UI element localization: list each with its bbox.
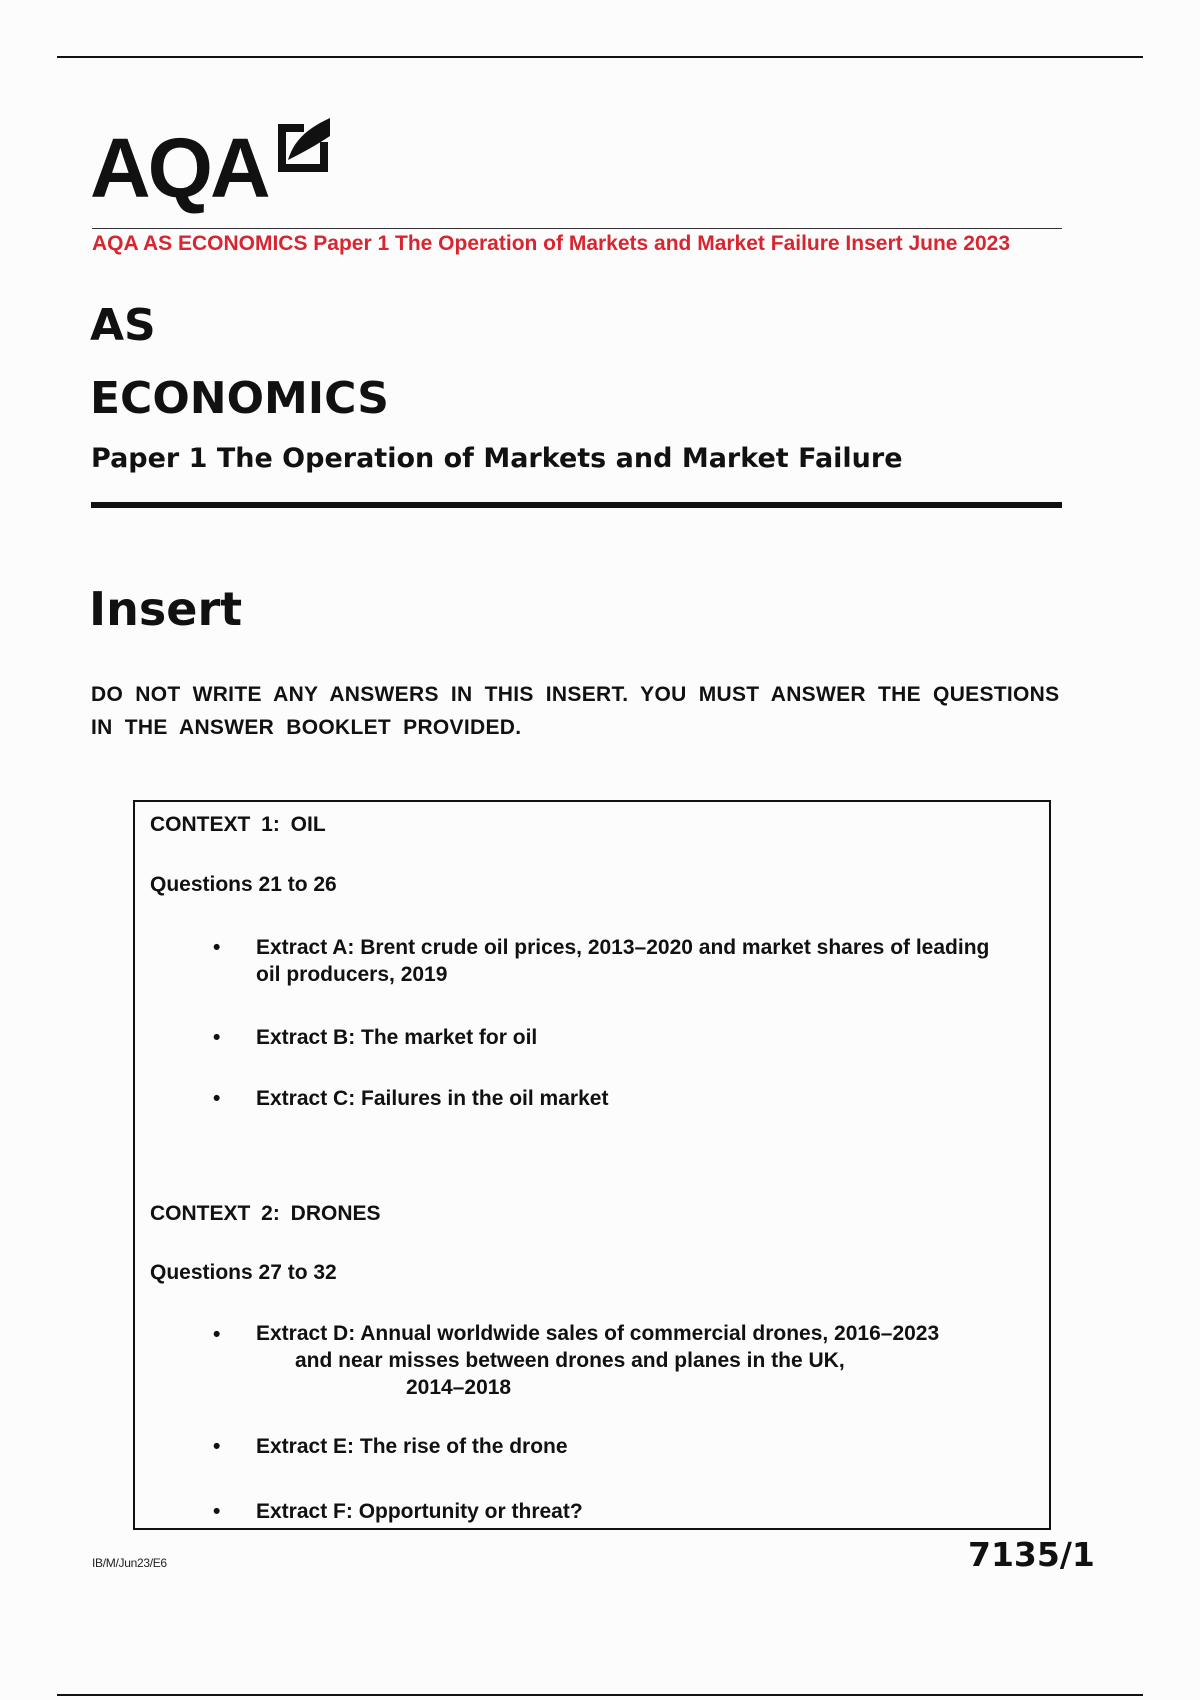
extract-d xyxy=(256,1320,939,1401)
context-2-heading: CONTEXT 2: DRONES xyxy=(150,1202,381,1225)
insert-title: Insert xyxy=(89,582,243,636)
paper-title: Paper 1 The Operation of Markets and Market Failure xyxy=(91,443,903,474)
bullet-icon: • xyxy=(213,936,221,959)
instruction-line-1: DO NOT WRITE ANY ANSWERS IN THIS INSERT. YOU MUST ANSWER THE QUESTIONS xyxy=(91,683,1060,706)
document-header-line: AQA AS ECONOMICS Paper 1 The Operation of Markets and Market Failure Insert June 2023 xyxy=(92,232,1011,255)
instruction-line-2: IN THE ANSWER BOOKLET PROVIDED. xyxy=(91,716,522,739)
header-rule xyxy=(92,228,1062,229)
extract-a-line-2: oil producers, 2019 xyxy=(256,963,448,986)
aqa-logo-mark-icon xyxy=(274,114,332,174)
extract-c: Extract C: Failures in the oil market xyxy=(256,1087,609,1110)
extract-d-line-3: 2014–2018 xyxy=(406,1376,512,1399)
footer-reference: IB/M/Jun23/E6 xyxy=(92,1556,167,1570)
extract-b: Extract B: The market for oil xyxy=(256,1026,538,1049)
bullet-icon: • xyxy=(213,1323,221,1346)
title-divider xyxy=(91,502,1062,508)
extract-d-line-1: Extract D: Annual worldwide sales of commercial drones, 2016–2023 xyxy=(256,1322,940,1345)
context-2-questions: Questions 27 to 32 xyxy=(150,1261,337,1284)
bullet-icon: • xyxy=(213,1087,221,1110)
aqa-logo-text: AQA xyxy=(90,121,268,215)
bullet-icon: • xyxy=(213,1500,221,1523)
paper-code: 7135/1 xyxy=(968,1535,1095,1574)
subject-level: AS xyxy=(90,300,156,351)
page-bottom-rule xyxy=(57,1694,1143,1696)
extract-e: Extract E: The rise of the drone xyxy=(256,1435,568,1458)
context-1-heading: CONTEXT 1: OIL xyxy=(150,813,326,836)
extract-a xyxy=(256,934,989,988)
aqa-logo xyxy=(90,112,332,215)
extract-f: Extract F: Opportunity or threat? xyxy=(256,1500,583,1523)
contexts-box xyxy=(133,800,1051,1530)
extract-d-line-2: and near misses between drones and planes in the UK, xyxy=(295,1349,845,1372)
context-1-questions: Questions 21 to 26 xyxy=(150,873,337,896)
instruction-text xyxy=(91,678,1089,744)
bullet-icon: • xyxy=(213,1026,221,1049)
subject-name: ECONOMICS xyxy=(90,373,389,424)
bullet-icon: • xyxy=(213,1435,221,1458)
extract-a-line-1: Extract A: Brent crude oil prices, 2013–2020 and market shares of leading xyxy=(256,936,990,959)
page-top-rule xyxy=(57,56,1143,58)
